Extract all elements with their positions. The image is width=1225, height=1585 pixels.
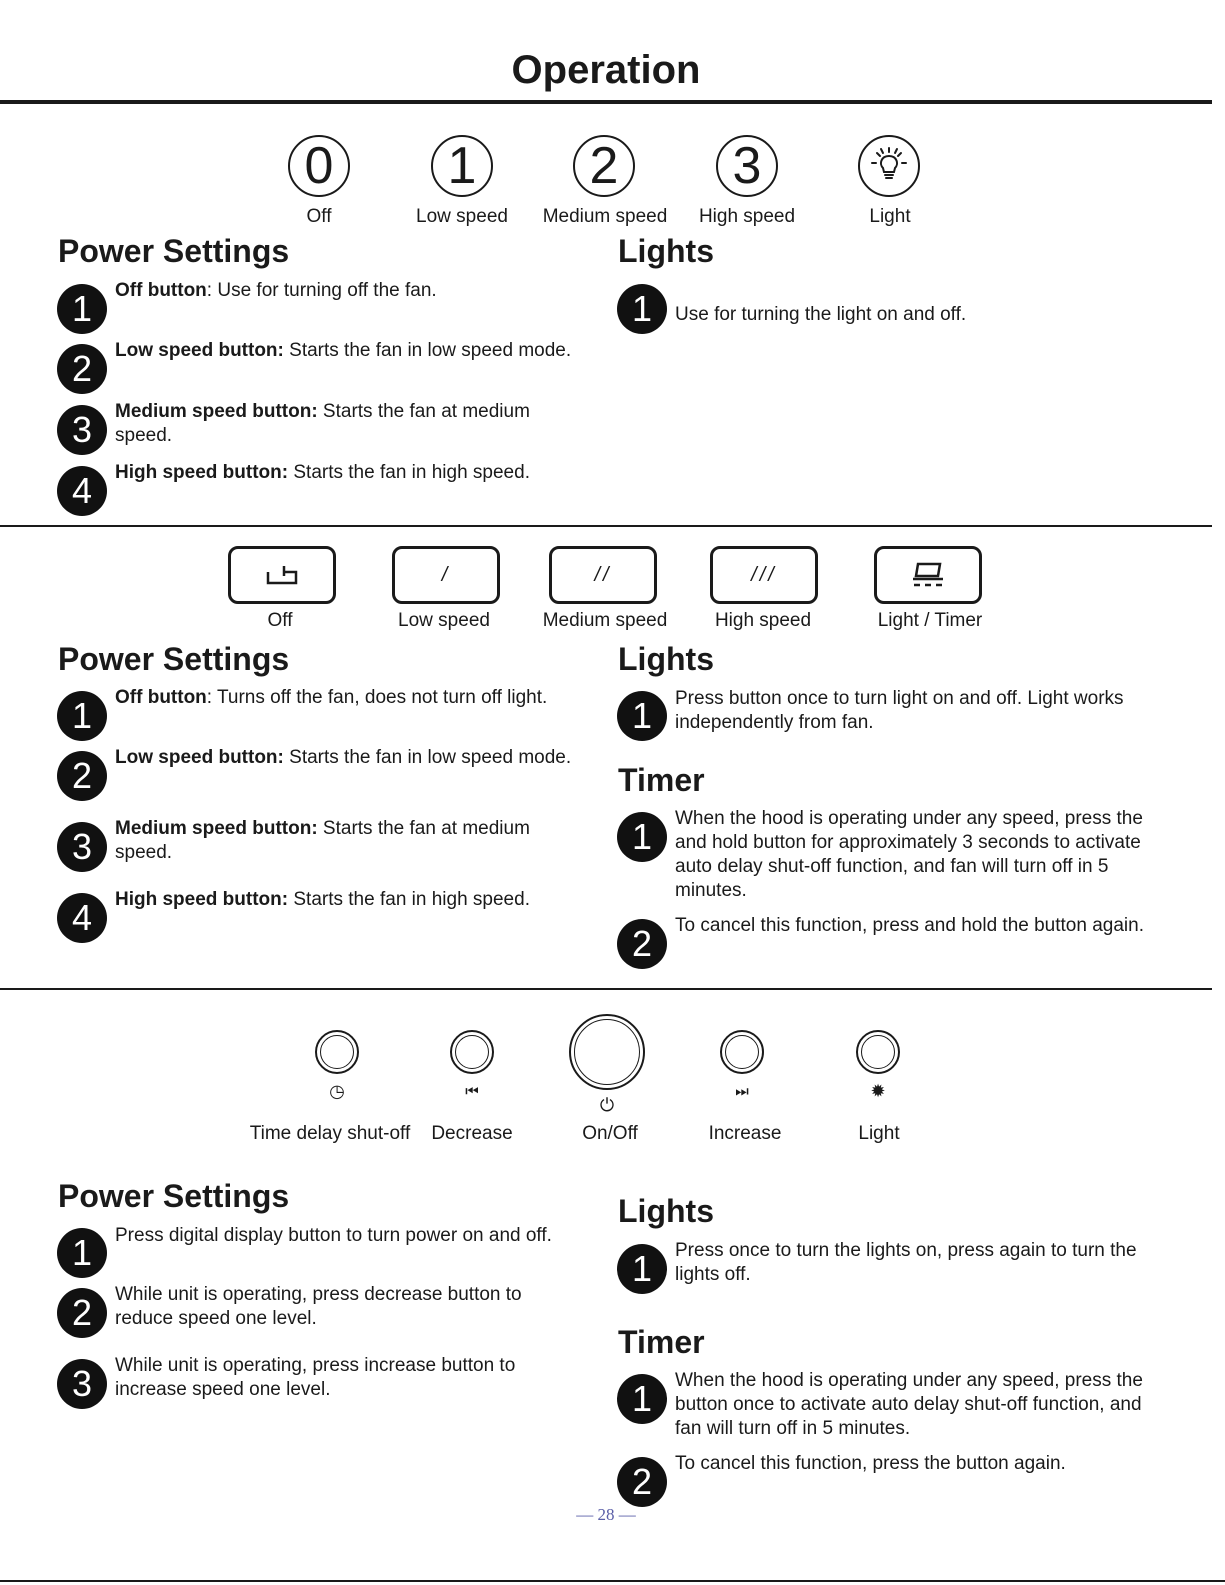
step-number: 2 (57, 344, 107, 394)
power-item: Off button: Use for turning off the fan. (115, 280, 437, 301)
button-label-light: Light (858, 1123, 900, 1144)
step-number: 1 (617, 1244, 667, 1294)
button-label-low-speed: Low speed (398, 610, 490, 631)
button-label-medium-speed: Medium speed (542, 610, 668, 631)
decrease-button[interactable] (450, 1030, 494, 1074)
medium-speed-button[interactable]: // (549, 546, 657, 604)
button-label-time-delay: Time delay shut-off (249, 1123, 411, 1144)
light-timer-icon (909, 561, 947, 589)
step-number: 4 (57, 466, 107, 516)
section-divider (0, 525, 1212, 527)
button-label-light-timer: Light / Timer (877, 610, 983, 631)
title-divider (0, 100, 1212, 104)
power-item: While unit is operating, press decrease button to reduce speed one level. (115, 1284, 522, 1329)
step-number: 2 (57, 1288, 107, 1338)
clock-icon: ◷ (329, 1081, 345, 1101)
timer-item: When the hood is operating under any speed, press the button once to activate auto delay shut-off function, and fan will turn off in 5 minutes. (675, 1370, 1143, 1439)
increase-icon: ⏭ (735, 1083, 749, 1100)
step-number: 3 (57, 1359, 107, 1409)
power-item: Low speed button: Starts the fan in low speed mode. (115, 747, 572, 768)
high-speed-button-3[interactable]: 3 (716, 135, 778, 197)
step-number: 3 (57, 822, 107, 872)
button-label-decrease: Decrease (431, 1123, 513, 1144)
light-timer-button[interactable] (874, 546, 982, 604)
section-divider (0, 988, 1212, 990)
lights-item: Use for turning the light on and off. (675, 304, 967, 325)
light-button[interactable] (856, 1030, 900, 1074)
button-label-low-speed: Low speed (416, 206, 508, 227)
low-speed-button[interactable]: / (392, 546, 500, 604)
power-item: While unit is operating, press increase button to increase speed one level. (115, 1355, 516, 1400)
decrease-icon: ⏮ (465, 1083, 479, 1100)
step-number: 1 (617, 691, 667, 741)
off-button-0[interactable]: 0 (288, 135, 350, 197)
timer-item: To cancel this function, press the button again. (675, 1453, 1066, 1474)
power-item: Low speed button: Starts the fan in low speed mode. (115, 340, 572, 361)
page-number: — 28 — (576, 1505, 636, 1524)
bulb-icon (869, 146, 909, 186)
on-off-button[interactable] (569, 1014, 645, 1090)
step-number: 1 (617, 1374, 667, 1424)
power-icon: ⏻ (599, 1095, 615, 1115)
timer-item: When the hood is operating under any speed, press the and hold button for approximately 3 seconds to activate auto delay shut-off function, and fan will turn off in 5 minutes. (675, 808, 1143, 901)
light-button[interactable] (858, 135, 920, 197)
power-item: Medium speed button: Starts the fan at medium speed. (115, 401, 530, 446)
power-item: Medium speed button: Starts the fan at medium speed. (115, 818, 530, 863)
power-item: Off button: Turns off the fan, does not turn off light. (115, 687, 548, 708)
fan-off-icon (265, 563, 299, 587)
lights-item: Press button once to turn light on and off. Light works independently from fan. (675, 688, 1124, 733)
power-item: High speed button: Starts the fan in high speed. (115, 889, 530, 910)
button-label-on-off: On/Off (582, 1123, 638, 1144)
step-number: 1 (57, 284, 107, 334)
time-delay-button[interactable] (315, 1030, 359, 1074)
lights-heading: Lights (618, 641, 714, 677)
button-label-high-speed: High speed (714, 610, 812, 631)
button-label-increase: Increase (708, 1123, 782, 1144)
button-label-off: Off (306, 206, 332, 227)
step-number: 1 (57, 1228, 107, 1278)
low-speed-button-1[interactable]: 1 (431, 135, 493, 197)
off-button[interactable] (228, 546, 336, 604)
step-number: 1 (57, 691, 107, 741)
button-label-medium-speed: Medium speed (542, 206, 668, 227)
step-number: 1 (617, 284, 667, 334)
step-number: 2 (617, 1457, 667, 1507)
timer-item: To cancel this function, press and hold the button again. (675, 915, 1144, 936)
power-item: High speed button: Starts the fan in high speed. (115, 462, 530, 483)
step-number: 1 (617, 812, 667, 862)
lights-heading: Lights (618, 233, 714, 269)
button-label-light: Light (869, 206, 911, 227)
step-number: 3 (57, 405, 107, 455)
timer-heading: Timer (618, 762, 705, 798)
step-number: 2 (57, 751, 107, 801)
medium-speed-button-2[interactable]: 2 (573, 135, 635, 197)
bottom-divider (0, 1580, 1225, 1582)
lights-heading: Lights (618, 1193, 714, 1229)
power-item: Press digital display button to turn power on and off. (115, 1225, 552, 1246)
timer-heading: Timer (618, 1324, 705, 1360)
light-icon: ✹ (870, 1081, 886, 1101)
step-number: 2 (617, 919, 667, 969)
lights-item: Press once to turn the lights on, press again to turn the lights off. (675, 1240, 1137, 1285)
button-label-off: Off (267, 610, 293, 631)
power-settings-heading: Power Settings (58, 233, 290, 269)
power-settings-heading: Power Settings (58, 1178, 290, 1214)
increase-button[interactable] (720, 1030, 764, 1074)
page-title: Operation (511, 48, 701, 92)
power-settings-heading: Power Settings (58, 641, 290, 677)
high-speed-button[interactable]: /// (710, 546, 818, 604)
button-label-high-speed: High speed (698, 206, 796, 227)
step-number: 4 (57, 893, 107, 943)
